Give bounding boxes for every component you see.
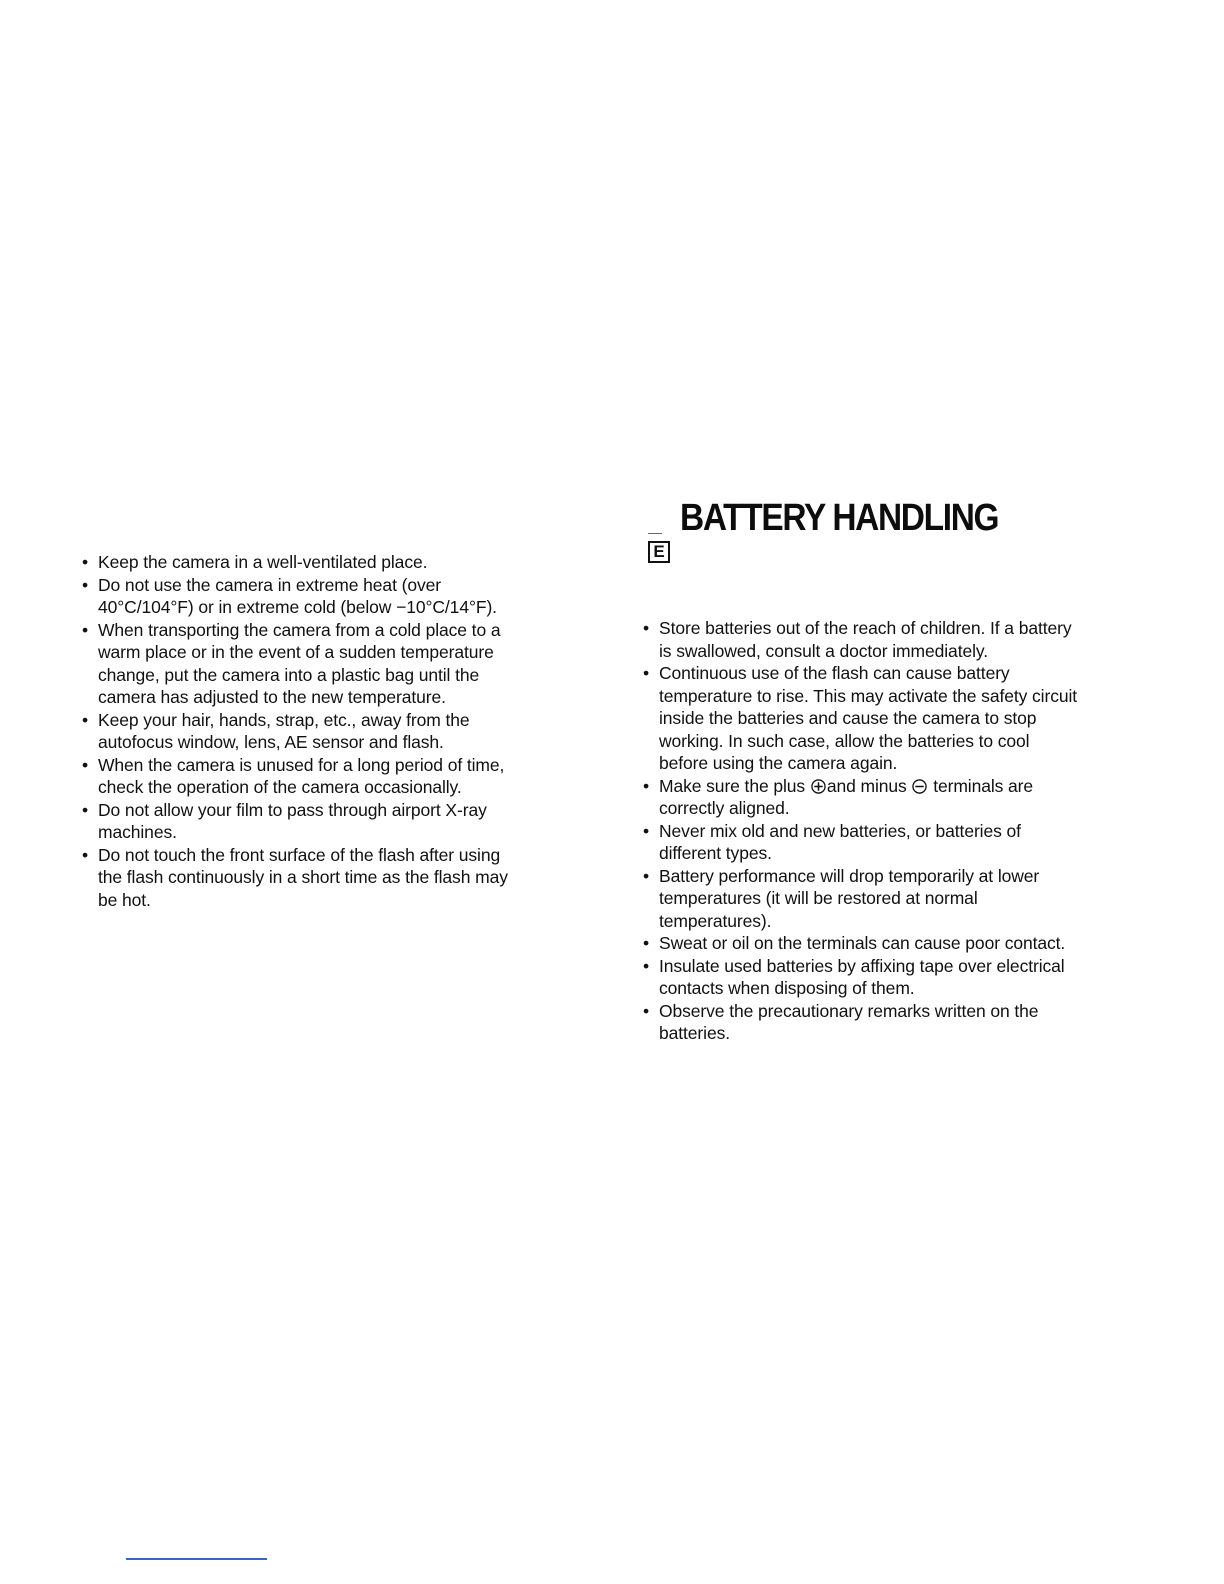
bullet-dot-icon: • [82,799,89,820]
bullet-dot-icon: • [82,754,89,775]
camera-care-column [80,551,520,911]
list-item: • Insulate used batteries by affixing tape over electrical contacts when disposing of them. [643,955,1065,998]
footnote-rule [126,1558,267,1560]
bullet-dot-icon: • [643,775,650,796]
list-item: • Never mix old and new batteries, or batteries of different types. [643,820,1021,863]
bullet-dot-icon: • [82,574,89,595]
language-marker-tick [648,533,662,534]
list-item: • Sweat or oil on the terminals can cause poor contact. [643,933,1066,953]
list-item: • Keep the camera in a well-ventilated place. [82,552,428,572]
list-item: • When transporting the camera from a cold place to a warm place or in the event of a sudden temperature change, put the camera into a plastic bag until the camera has adjusted to the new temperature. [82,619,501,707]
plus-terminal-icon [811,779,826,794]
bullet-dot-icon: • [643,1000,650,1021]
bullet-dot-icon: • [82,844,89,865]
list-item: • When the camera is unused for a long period of time, check the operation of the camera occasionally. [82,754,505,797]
bullet-dot-icon: • [82,552,89,572]
battery-handling-column [641,617,1081,1045]
minus-terminal-icon [912,779,927,794]
list-item: • Make sure the plus and minus terminals are correctly aligned. [643,775,1034,818]
list-item: • Continuous use of the flash can cause battery temperature to rise. This may activate the safety circuit inside the batteries and cause the camera to stop working. In such case, allow the batteries to cool before using the camera again. [643,663,1078,773]
bullet-dot-icon: • [643,820,650,841]
list-item: • Battery performance will drop temporarily at lower temperatures (it will be restored at normal temperatures). [643,865,1040,931]
bullet-dot-icon: • [643,663,650,683]
camera-care-list [80,551,520,911]
list-item: • Keep your hair, hands, strap, etc., away from the autofocus window, lens, AE sensor and flash. [82,709,470,752]
section-title: BATTERY HANDLING [680,497,999,539]
bullet-dot-icon: • [643,955,650,976]
list-item: • Observe the precautionary remarks written on the batteries. [643,1000,1039,1043]
language-marker: E [648,541,670,563]
battery-handling-list [641,617,1081,1045]
bullet-dot-icon: • [82,619,89,640]
list-item: • Do not allow your film to pass through airport X-ray machines. [82,799,487,842]
list-item: • Do not touch the front surface of the flash after using the flash continuously in a short time as the flash may be hot. [82,844,508,910]
bullet-dot-icon: • [643,933,650,953]
list-item: • Do not use the camera in extreme heat (over 40°C/104°F) or in extreme cold (below −10°C/14°F). [82,574,497,617]
bullet-dot-icon: • [82,709,89,730]
bullet-dot-icon: • [643,618,650,638]
list-item: • Store batteries out of the reach of children. If a battery is swallowed, consult a doctor immediately. [643,618,1072,661]
bullet-dot-icon: • [643,865,650,886]
